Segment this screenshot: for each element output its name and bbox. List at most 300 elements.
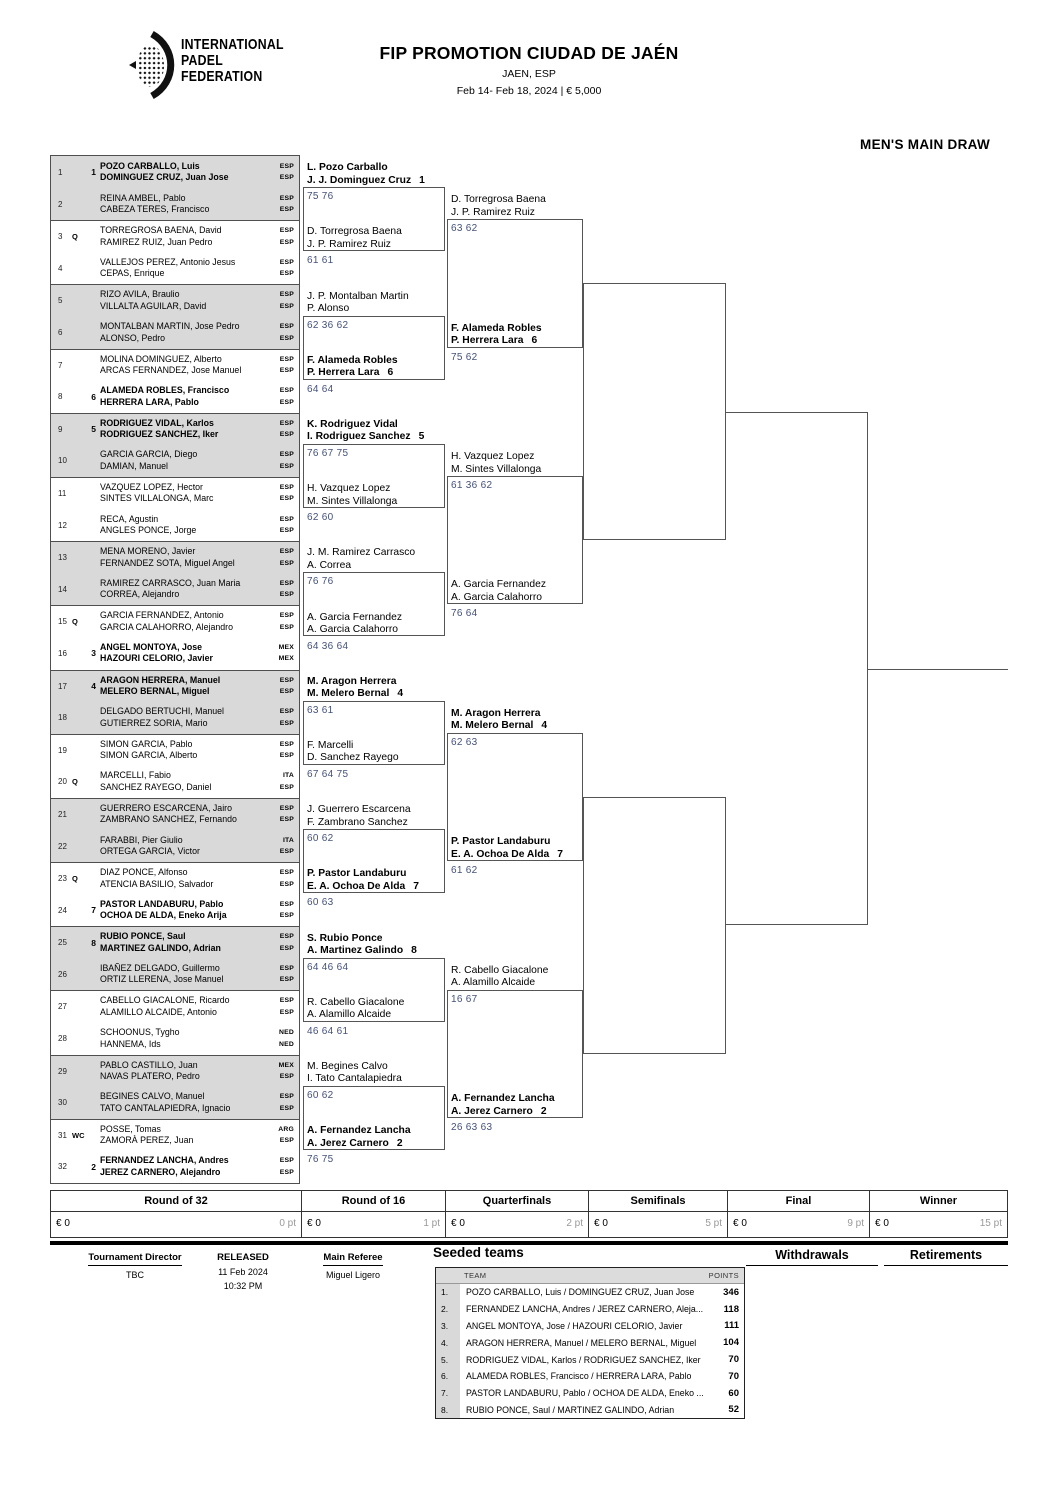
player2-country: ESP [279, 752, 294, 760]
player2-name: GARCIA CALAHORRO, Alejandro [100, 621, 233, 632]
seeded-team-rank: 7. [436, 1385, 460, 1402]
winner-player2: D. Sanchez Rayego [307, 752, 399, 764]
draw-entry [51, 894, 299, 926]
player2-country: ESP [279, 783, 294, 791]
draw-entry [51, 1087, 299, 1119]
player1-country: ESP [279, 162, 294, 170]
entry-countries [273, 799, 299, 830]
player2-name: DAMIAN, Manuel [100, 460, 168, 471]
match-score: 62 36 62 [307, 319, 349, 331]
winner-player1: H. Vazquez Lopez [307, 483, 391, 495]
player2-name: MELERO BERNAL, Miguel [100, 686, 210, 697]
player1-name: REINA AMBEL, Pablo [100, 192, 186, 203]
winner-player2-line [307, 1073, 447, 1086]
round-prize: € 0 [594, 1218, 608, 1229]
entry-players [100, 958, 273, 990]
entry-countries [273, 350, 299, 381]
match-score: 62 63 [451, 736, 478, 748]
player2-name: RAMIREZ RUIZ, Juan Pedro [100, 236, 213, 247]
match-score: 64 64 [307, 383, 334, 395]
entry-players [100, 221, 273, 252]
player2-country: ESP [279, 1137, 294, 1145]
entry-countries [273, 702, 299, 734]
winner-team-names [307, 674, 447, 701]
winner-player1: J. P. Montalban Martin [307, 290, 409, 302]
winner-team-names [307, 545, 447, 572]
entry-players [100, 445, 273, 477]
player1-country: ITA [282, 772, 294, 780]
entry-qualifier-tag [72, 285, 87, 316]
entry-qualifier-tag [72, 1151, 87, 1183]
winner-team-names [451, 449, 591, 476]
round-label: Semifinals [589, 1191, 727, 1212]
winner-player2: M. Melero Bernal [451, 720, 534, 732]
main-draw-bracket [50, 155, 1008, 1200]
entry-players [100, 1151, 273, 1183]
match-score: 76 64 [451, 608, 478, 620]
player1-name: FARABBI, Pier Giulio [100, 834, 183, 845]
entry-countries [273, 606, 299, 637]
entry-seed [87, 991, 100, 1022]
player1-name: IBAÑEZ DELGADO, Guillermo [100, 962, 220, 973]
main-referee-block [298, 1252, 408, 1280]
match-score: 46 64 61 [307, 1025, 349, 1037]
match-score: 26 63 63 [451, 1122, 493, 1133]
bracket-connector [303, 701, 445, 765]
entry-qualifier-tag [72, 542, 87, 573]
round-points: 1 pt [423, 1218, 440, 1229]
player1-country: ESP [279, 740, 294, 748]
player1-country: ESP [279, 355, 294, 363]
winner-player2: E. A. Ochoa De Alda [307, 880, 406, 892]
winner-player2: A. Alamillo Alcaide [451, 977, 536, 989]
winner-player2: A. Correa [307, 559, 352, 571]
winner-team-names [307, 931, 447, 958]
player1-country: ITA [282, 836, 294, 844]
footer-divider-bar [50, 1241, 1008, 1245]
entry-countries [273, 478, 299, 509]
seeded-team-rank: 5. [436, 1351, 460, 1368]
player2-country: ESP [279, 302, 294, 310]
player2-country: ESP [279, 591, 294, 599]
entry-number: 30 [58, 1098, 67, 1108]
entry-countries [273, 1056, 299, 1087]
winner-player1: P. Pastor Landaburu [307, 868, 407, 880]
seeded-team-names: ARAGON HERRERA, Manuel / MELERO BERNAL, Miguel [466, 1337, 697, 1348]
bracket-connector [303, 958, 445, 1022]
entry-seed: 2 [91, 1161, 96, 1172]
winner-player2-line [451, 464, 591, 477]
entry-players [100, 830, 273, 862]
seeded-team-row [436, 1301, 744, 1318]
player2-country: ESP [279, 431, 294, 439]
player2-country: MEX [278, 655, 294, 663]
player1-country: ESP [279, 291, 294, 299]
player2-name: ALONSO, Pedro [100, 332, 166, 343]
round-points-column [727, 1191, 869, 1237]
entry-seed: 8 [91, 937, 96, 948]
player1-country: ESP [279, 515, 294, 523]
entry-countries [273, 156, 299, 188]
round-prize: € 0 [875, 1218, 889, 1229]
player2-country: ESP [279, 623, 294, 631]
bracket-connector [447, 990, 583, 1118]
winner-player2: J. P. Ramirez Ruiz [307, 238, 391, 250]
entry-countries [273, 509, 299, 541]
player1-name: SCHOONUS, Tygho [100, 1027, 180, 1038]
winner-player1: F. Alameda Robles [307, 354, 398, 366]
round-points: 15 pt [979, 1218, 1002, 1229]
entry-players [100, 1056, 273, 1087]
player1-name: ARAGON HERRERA, Manuel [100, 674, 221, 685]
player2-name: CORREA, Alejandro [100, 589, 180, 600]
draw-entry [51, 1055, 299, 1087]
entry-number: 18 [58, 713, 67, 723]
player1-name: MENA MORENO, Javier [100, 546, 196, 557]
winner-player2: A. Jerez Carnero [307, 1137, 389, 1149]
bracket-connector [583, 797, 726, 1054]
entry-seed [87, 1087, 100, 1119]
entry-players [100, 702, 273, 734]
player1-country: ESP [279, 387, 294, 395]
entry-number: 16 [58, 648, 67, 658]
entry-seed [87, 285, 100, 316]
player1-name: RUBIO PONCE, Saul [100, 931, 186, 942]
retirements-label: Retirements [884, 1248, 1008, 1266]
player2-country: ESP [279, 688, 294, 696]
bracket-connector [303, 1086, 445, 1150]
winner-player2: J. J. Dominguez Cruz [307, 174, 412, 186]
entry-countries [273, 252, 299, 284]
entry-number: 32 [58, 1162, 67, 1172]
federation-name-line3: FEDERATION [181, 67, 263, 85]
player1-country: MEX [278, 1061, 294, 1069]
entry-players [100, 991, 273, 1022]
winner-player2-line [307, 945, 447, 958]
player1-country: ESP [279, 997, 294, 1005]
entry-players [100, 1023, 273, 1055]
player2-name: ATENCIA BASILIO, Salvador [100, 878, 214, 889]
entry-countries [273, 573, 299, 605]
seeded-team-names: FERNANDEZ LANCHA, Andres / JEREZ CARNERO, Aleja... [466, 1304, 704, 1315]
player1-country: ESP [279, 419, 294, 427]
player1-country: ESP [279, 483, 294, 491]
player1-name: VALLEJOS PEREZ, Antonio Jesus [100, 256, 236, 267]
bracket-connector [303, 572, 445, 636]
entry-seed: 7 [91, 905, 96, 916]
seeded-team-row [436, 1368, 744, 1385]
draw-entry [51, 830, 299, 862]
winner-player2-line [451, 977, 591, 990]
entry-seed [87, 1056, 100, 1087]
player2-name: VILLALTA AGUILAR, David [100, 300, 207, 311]
seeded-team-rank: 6. [436, 1368, 460, 1385]
released-label: RELEASED [217, 1252, 269, 1263]
seeded-team-row [436, 1385, 744, 1402]
winner-player1: L. Pozo Carballo [307, 162, 388, 174]
player1-name: FERNANDEZ LANCHA, Andres [100, 1155, 229, 1166]
winner-player2: I. Tato Cantalapiedra [307, 1073, 402, 1085]
seeded-teams-table [435, 1267, 745, 1419]
round-label: Round of 32 [51, 1191, 301, 1212]
round-label: Final [728, 1191, 869, 1212]
player2-country: ESP [279, 238, 294, 246]
draw-entry [51, 509, 299, 541]
entry-seed [87, 830, 100, 862]
entry-countries [273, 1120, 299, 1151]
entry-number: 23 [58, 874, 67, 884]
player1-name: ALAMEDA ROBLES, Francisco [100, 385, 230, 396]
entry-number: 17 [58, 681, 67, 691]
player1-country: ESP [279, 676, 294, 684]
winner-player1: F. Alameda Robles [451, 322, 542, 334]
round-points: 0 pt [279, 1218, 296, 1229]
player2-country: ESP [279, 174, 294, 182]
federation-name-line1: INTERNATIONAL [181, 36, 284, 53]
player1-name: SIMON GARCIA, Pablo [100, 738, 193, 749]
draw-entry [51, 637, 299, 669]
player1-name: POZO CARBALLO, Luis [100, 160, 200, 171]
seeded-team-row [436, 1334, 744, 1351]
match-score: 60 62 [307, 833, 334, 845]
player1-name: MONTALBAN MARTIN, Jose Pedro [100, 321, 240, 332]
winner-player1: R. Cabello Giacalone [307, 996, 405, 1008]
seeded-col-points: POINTS [708, 1271, 739, 1280]
entry-countries [273, 1023, 299, 1055]
round-points-bar [50, 1190, 1008, 1238]
bracket-connector [303, 829, 445, 893]
player2-country: ESP [279, 334, 294, 342]
player2-country: ESP [279, 527, 294, 535]
winner-player1: K. Rodriguez Vidal [307, 418, 398, 430]
tournament-dates-prize: Feb 14- Feb 18, 2024 | € 5,000 [456, 85, 602, 97]
player1-country: ESP [279, 1157, 294, 1165]
player1-country: ESP [279, 258, 294, 266]
entry-countries [273, 671, 299, 702]
bracket-connector [303, 316, 445, 380]
seeded-team-row [436, 1402, 744, 1419]
entry-number: 14 [58, 584, 67, 594]
match-score: 60 62 [307, 1089, 334, 1101]
entry-players [100, 606, 273, 637]
entry-players [100, 350, 273, 381]
entry-seed [87, 863, 100, 894]
entry-players [100, 316, 273, 348]
draw-entry [51, 1119, 299, 1151]
bracket-connector [447, 733, 583, 861]
draw-entry [51, 958, 299, 990]
seeded-teams-title: Seeded teams [433, 1245, 524, 1260]
entry-countries [273, 316, 299, 348]
entry-countries [273, 1087, 299, 1119]
round-prize: € 0 [307, 1218, 321, 1229]
winner-player1: A. Garcia Fernandez [451, 579, 547, 591]
draw-entry [51, 605, 299, 637]
entry-qualifier-tag [72, 927, 87, 958]
match-score: 67 64 75 [307, 768, 349, 780]
bracket-connector [447, 219, 583, 347]
player1-country: ESP [279, 227, 294, 235]
player2-name: OCHOA DE ALDA, Eneko Arija [100, 910, 227, 921]
player1-name: PASTOR LANDABURU, Pablo [100, 898, 224, 909]
main-referee-label: Main Referee [323, 1252, 382, 1266]
entry-number: 7 [58, 360, 63, 370]
player2-name: ZAMBRANO SANCHEZ, Fernando [100, 814, 237, 825]
player1-country: ESP [279, 804, 294, 812]
seeded-team-rank: 4. [436, 1334, 460, 1351]
retirements-section [884, 1248, 1008, 1266]
bracket-connector [303, 444, 445, 508]
round-label: Round of 16 [302, 1191, 445, 1212]
entry-qualifier-tag [72, 735, 87, 766]
winner-seed: 8 [411, 945, 417, 956]
entry-countries [273, 542, 299, 573]
entry-countries [273, 1151, 299, 1183]
player1-name: TORREGROSA BAENA, David [100, 225, 222, 236]
player2-country: ESP [279, 976, 294, 984]
match-score: 64 36 64 [307, 640, 349, 652]
entry-countries [273, 285, 299, 316]
entry-seed [87, 702, 100, 734]
tournament-director-value: TBC [126, 1270, 144, 1280]
draw-entry [51, 413, 299, 445]
entry-players [100, 894, 273, 926]
draw-entry [51, 702, 299, 734]
entry-players [100, 863, 273, 894]
entry-seed [87, 188, 100, 220]
draw-entry [51, 1023, 299, 1055]
entry-players [100, 637, 273, 669]
winner-player1: P. Pastor Landaburu [451, 836, 551, 848]
player2-name: CABEZA TERES, Francisco [100, 204, 210, 215]
entry-seed [87, 221, 100, 252]
main-referee-value: Miguel Ligero [325, 1270, 381, 1280]
player2-name: NAVAS PLATERO, Pedro [100, 1071, 200, 1082]
seeded-col-team: TEAM [464, 1271, 487, 1280]
withdrawals-section [746, 1248, 878, 1266]
winner-team-names [307, 802, 447, 829]
entry-qualifier-tag [72, 445, 87, 477]
entry-number: 22 [58, 841, 67, 851]
player1-country: ESP [279, 323, 294, 331]
winner-player2: I. Rodriguez Sanchez [307, 431, 411, 443]
winner-player1: A. Fernandez Lancha [451, 1093, 555, 1104]
winner-player1: R. Cabello Giacalone [451, 964, 549, 976]
player1-name: DELGADO BERTUCHI, Manuel [100, 706, 225, 717]
winner-seed: 6 [531, 335, 538, 347]
draw-entry [51, 220, 299, 252]
entry-players [100, 799, 273, 830]
entry-seed [87, 799, 100, 830]
entry-players [100, 188, 273, 220]
entry-seed [87, 735, 100, 766]
player1-country: ESP [279, 451, 294, 459]
seeded-team-names: PASTOR LANDABURU, Pablo / OCHOA DE ALDA, Eneko ... [466, 1388, 704, 1399]
player2-name: TATO CANTALAPIEDRA, Ignacio [100, 1102, 231, 1113]
player2-country: ESP [279, 1168, 294, 1176]
winner-player1: J. Guerrero Escarcena [307, 804, 411, 816]
entry-countries [273, 894, 299, 926]
entry-countries [273, 221, 299, 252]
winner-player1: S. Rubio Ponce [307, 932, 383, 944]
round-prize: € 0 [56, 1218, 70, 1229]
player2-country: NED [279, 1040, 294, 1048]
player1-name: MARCELLI, Fabio [100, 770, 171, 781]
winner-player2-line [307, 688, 447, 701]
player2-country: ESP [279, 719, 294, 727]
round-points-column [51, 1191, 301, 1237]
entry-qualifier-tag [72, 1087, 87, 1119]
winner-player2-line [451, 207, 591, 220]
bracket-connector [583, 283, 726, 540]
entry-number: 24 [58, 905, 67, 915]
winner-player2: P. Alonso [307, 303, 350, 314]
player1-name: DIAZ PONCE, Alfonso [100, 867, 188, 878]
player1-country: ESP [279, 869, 294, 877]
entry-countries [273, 414, 299, 445]
entry-qualifier-tag [72, 381, 87, 413]
seeded-team-rank: 3. [436, 1318, 460, 1335]
player2-country: ESP [279, 206, 294, 214]
player1-name: RIZO AVILA, Braulio [100, 289, 180, 300]
entry-qualifier-tag [72, 156, 87, 188]
entry-seed [87, 1120, 100, 1151]
entry-players [100, 1120, 273, 1151]
seeded-team-names: ALAMEDA ROBLES, Francisco / HERRERA LARA, Pablo [466, 1371, 692, 1382]
entry-countries [273, 735, 299, 766]
player2-country: ESP [279, 367, 294, 375]
player1-country: ARG [278, 1125, 294, 1133]
player2-country: ESP [279, 495, 294, 503]
player2-name: ORTIZ LLERENA, Jose Manuel [100, 974, 224, 985]
entry-players [100, 671, 273, 702]
entry-countries [273, 445, 299, 477]
player2-name: ZAMORÀ PEREZ, Juan [100, 1135, 194, 1146]
entry-players [100, 252, 273, 284]
player1-name: RAMIREZ CARRASCO, Juan Maria [100, 577, 241, 588]
entry-number: 15 [58, 617, 67, 627]
tournament-title: FIP PROMOTION CIUDAD DE JAÉN [379, 43, 679, 63]
tournament-location: JAEN, ESP [502, 68, 556, 80]
entry-number: 20 [58, 777, 67, 787]
player1-name: PABLO CASTILLO, Juan [100, 1059, 198, 1070]
round-points: 9 pt [847, 1218, 864, 1229]
seeded-team-rank: 8. [436, 1402, 460, 1419]
draw-entry [51, 349, 299, 381]
winner-player2: A. Martinez Galindo [307, 945, 404, 956]
player2-name: ALAMILLO ALCAIDE, Antonio [100, 1006, 217, 1017]
winner-player1: M. Aragon Herrera [451, 707, 541, 719]
entry-number: 9 [58, 424, 63, 434]
entry-seed [87, 509, 100, 541]
entry-players [100, 509, 273, 541]
entry-qualifier-tag [72, 478, 87, 509]
match-score: 75 62 [451, 351, 478, 363]
entry-number: 11 [58, 488, 67, 498]
seeded-team-points: 104 [723, 1337, 739, 1349]
federation-name-line2: PADEL [181, 51, 224, 69]
winner-seed: 2 [396, 1137, 403, 1149]
draw-entry [51, 188, 299, 220]
match-score: 61 62 [451, 865, 478, 877]
seeded-team-points: 111 [724, 1320, 739, 1332]
draw-entry [51, 573, 299, 605]
entry-players [100, 573, 273, 605]
player1-country: ESP [279, 964, 294, 972]
winner-player2: P. Herrera Lara [307, 367, 380, 379]
entry-number: 19 [58, 745, 67, 755]
player1-country: ESP [279, 933, 294, 941]
